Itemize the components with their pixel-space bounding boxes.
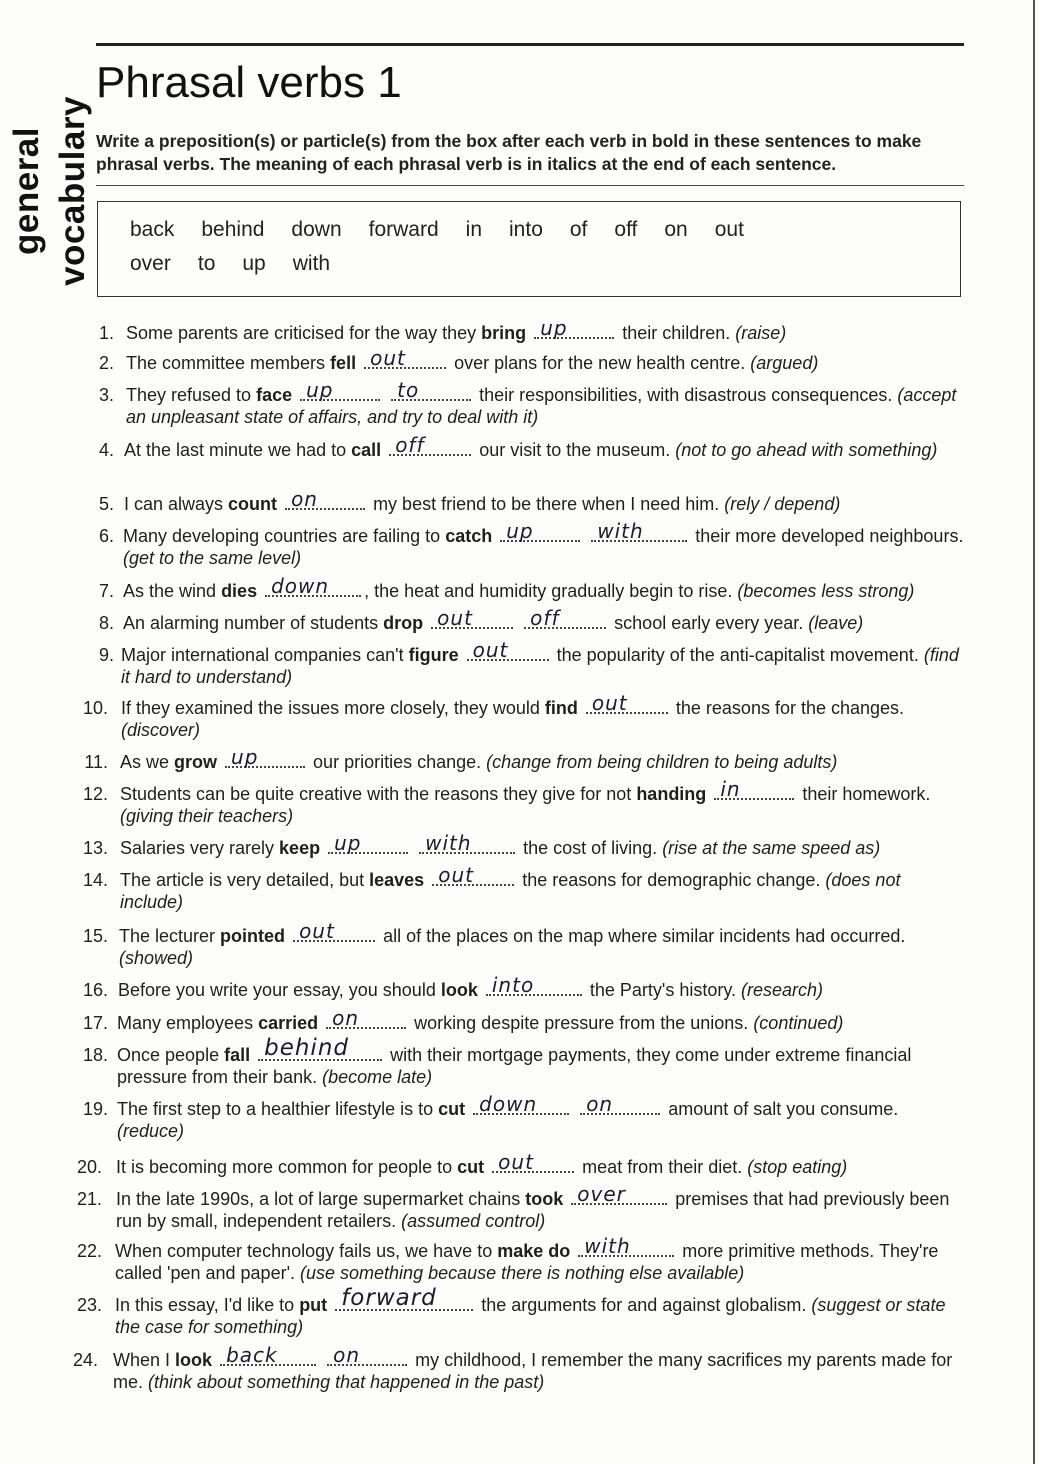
item-number: 15.	[82, 926, 108, 946]
answer-blank[interactable]	[391, 378, 471, 402]
handwritten-answer: up	[231, 745, 259, 769]
verb-meaning: (get to the same level)	[123, 548, 302, 568]
handwritten-answer: on	[291, 487, 318, 511]
item-sentence: As the wind dies down , the heat and humidity gradually begin to rise. (becomes less strong)	[123, 574, 915, 601]
item-sentence: In this essay, I'd like to put forward the arguments for and against globalism. (suggest or state the case for something)	[115, 1285, 946, 1337]
item-number: 9.	[98, 645, 114, 665]
item-number: 24.	[72, 1350, 98, 1370]
verb-meaning: (use something because there is nothing else available)	[300, 1263, 745, 1283]
item-sentence: When computer technology fails us, we have to make do with more primitive methods. They're called 'pen and paper'. (use something because there is nothing else available)	[115, 1234, 939, 1283]
verb-meaning: (assumed control)	[401, 1211, 546, 1231]
item-number: 12.	[82, 784, 108, 804]
word-box-item: down	[291, 218, 342, 241]
phrasal-verb: make do	[497, 1241, 571, 1261]
handwritten-answer: on	[333, 1343, 360, 1367]
handwritten-answer: off	[530, 606, 560, 630]
phrasal-verb: carried	[258, 1013, 319, 1033]
verb-meaning: (find it hard to understand)	[121, 645, 959, 687]
answer-blank[interactable]	[419, 831, 515, 855]
word-box-item: over	[130, 252, 171, 275]
item-sentence: In the late 1990s, a lot of large supermarket chains took over premises that had previously been run by small, independent retailers. (assumed control)	[116, 1182, 950, 1231]
verb-meaning: (suggest or state the case for something)	[115, 1295, 946, 1337]
item-number: 23.	[76, 1295, 102, 1315]
verb-meaning: (stop eating)	[747, 1157, 848, 1177]
verb-meaning: (becomes less strong)	[737, 581, 915, 601]
phrasal-verb: count	[228, 494, 278, 514]
handwritten-answer: with	[584, 1234, 631, 1258]
phrasal-verb: keep	[279, 838, 321, 858]
verb-meaning: (raise)	[735, 323, 787, 343]
answer-blank[interactable]	[328, 831, 408, 855]
verb-meaning: (argued)	[750, 353, 819, 373]
verb-meaning: (rise at the same speed as)	[662, 838, 881, 858]
item-sentence: As we grow up our priorities change. (change from being children to being adults)	[120, 745, 838, 772]
handwritten-answer: to	[397, 378, 420, 402]
answer-blank[interactable]	[432, 863, 514, 887]
answer-blank[interactable]	[571, 1182, 667, 1206]
phrasal-verb: find	[544, 698, 578, 718]
handwritten-answer: in	[720, 777, 741, 801]
handwritten-answer: back	[226, 1343, 278, 1367]
item-number: 3.	[98, 385, 114, 405]
phrasal-verb: leaves	[369, 870, 425, 890]
item-number: 19.	[82, 1099, 108, 1119]
item-number: 6.	[98, 526, 114, 546]
verb-meaning: (rely / depend)	[724, 494, 841, 514]
item-number: 16.	[82, 980, 108, 1000]
word-box-item: out	[714, 218, 744, 241]
handwritten-answer: up	[540, 316, 568, 340]
verb-meaning: (research)	[741, 980, 824, 1000]
phrasal-verb: dies	[221, 581, 258, 601]
item-sentence: Major international companies can't figure out the popularity of the anti-capitalist movement. (find it hard to understand)	[121, 638, 959, 687]
handwritten-answer: up	[506, 519, 534, 543]
word-box-item: up	[242, 252, 266, 275]
verb-meaning: (giving their teachers)	[120, 806, 294, 826]
answer-blank[interactable]	[220, 1343, 316, 1367]
phrasal-verb: look	[440, 980, 478, 1000]
word-box-item: on	[664, 218, 688, 241]
handwritten-answer: out	[370, 346, 406, 370]
item-sentence: It is becoming more common for people to cut out meat from their diet. (stop eating)	[116, 1150, 848, 1177]
item-number: 8.	[98, 613, 114, 633]
item-number: 18.	[82, 1045, 108, 1065]
phrasal-verb: grow	[174, 752, 218, 772]
word-box-item: off	[614, 218, 638, 241]
item-sentence: If they examined the issues more closely, they would find out the reasons for the changes. (discover)	[121, 691, 905, 740]
handwritten-answer: up	[306, 378, 334, 402]
verb-meaning: (think about something that happened in the past)	[148, 1372, 545, 1392]
handwritten-answer: forward	[341, 1285, 437, 1311]
answer-blank[interactable]	[714, 777, 794, 801]
handwritten-answer: down	[271, 574, 330, 598]
phrasal-verb: face	[256, 385, 293, 405]
handwritten-answer: out	[498, 1150, 534, 1174]
handwritten-answer: with	[425, 831, 472, 855]
item-sentence: The article is very detailed, but leaves out the reasons for demographic change. (does not include)	[120, 863, 901, 912]
item-sentence: Once people fall behind with their mortgage payments, they come under extreme financial pressure from their bank. (become late)	[117, 1035, 912, 1087]
item-sentence: Students can be quite creative with the reasons they give for not handing in their homework. (giving their teachers)	[120, 777, 931, 826]
item-number: 10.	[82, 698, 108, 718]
answer-blank[interactable]	[364, 346, 446, 370]
handwritten-answer: down	[479, 1092, 538, 1116]
word-box-item: to	[197, 252, 216, 275]
handwritten-answer: out	[591, 691, 628, 715]
word-box-item: behind	[201, 218, 265, 241]
answer-blank[interactable]	[591, 519, 687, 543]
item-number: 1.	[98, 323, 114, 343]
verb-meaning: (not to go ahead with something)	[675, 440, 938, 460]
answer-blank[interactable]	[486, 973, 582, 997]
item-number: 11.	[84, 752, 108, 772]
handwritten-answer: with	[597, 519, 644, 543]
answer-blank[interactable]	[467, 638, 549, 662]
answer-blank[interactable]	[300, 378, 380, 402]
item-number: 13.	[82, 838, 108, 858]
side-section-label: general vocabulary	[7, 96, 92, 286]
phrasal-verb: bring	[481, 323, 527, 343]
item-number: 4.	[98, 440, 114, 460]
verb-meaning: (change from being children to being adults)	[486, 752, 838, 772]
item-sentence: The committee members fell out over plans for the new health centre. (argued)	[126, 346, 819, 373]
answer-blank[interactable]	[326, 1006, 406, 1030]
answer-blank[interactable]	[473, 1092, 569, 1116]
item-number: 21.	[76, 1189, 102, 1209]
word-box-item: forward	[368, 218, 439, 241]
phrasal-verb: pointed	[220, 926, 286, 946]
answer-blank[interactable]	[293, 919, 375, 943]
item-sentence: When I look back on my childhood, I remember the many sacrifices my parents made for me. (think about something that happened in the past)	[113, 1343, 953, 1392]
answer-blank[interactable]	[500, 519, 580, 543]
phrasal-verb: put	[299, 1295, 328, 1315]
item-sentence: Some parents are criticised for the way they bring up their children. (raise)	[126, 316, 787, 343]
handwritten-answer: out	[299, 919, 335, 943]
phrasal-verb: handing	[636, 784, 707, 804]
item-sentence: Before you write your essay, you should look into the Party's history. (research)	[118, 973, 824, 1000]
item-number: 17.	[82, 1013, 108, 1033]
item-sentence: Many developing countries are failing to catch up with their more developed neighbours. (get to the same level)	[123, 519, 964, 568]
item-sentence: Salaries very rarely keep up with the cost of living. (rise at the same speed as)	[120, 831, 881, 858]
phrasal-verb: look	[175, 1350, 213, 1370]
item-number: 2.	[98, 353, 114, 373]
phrasal-verb: cut	[457, 1157, 485, 1177]
word-box-item: with	[292, 252, 331, 275]
handwritten-answer: behind	[264, 1035, 350, 1061]
item-number: 22.	[76, 1241, 102, 1261]
item-number: 14.	[82, 870, 108, 890]
answer-blank[interactable]	[389, 433, 471, 457]
word-box-item: in	[465, 218, 483, 241]
phrasal-verb: cut	[438, 1099, 466, 1119]
answer-blank[interactable]	[524, 606, 606, 630]
phrasal-verb: fell	[330, 353, 357, 373]
answer-blank[interactable]	[578, 1234, 674, 1258]
item-number: 5.	[98, 494, 114, 514]
instructions: Write a preposition(s) or particle(s) from the box after each verb in bold in these sentences to make phrasal verbs. The meaning of each phrasal verb is in italics at the end of each sentence.	[96, 131, 922, 174]
answer-blank[interactable]	[492, 1150, 574, 1174]
item-sentence: The first step to a healthier lifestyle is to cut down on amount of salt you consume. (reduce)	[117, 1092, 899, 1141]
item-sentence: At the last minute we had to call off our visit to the museum. (not to go ahead with something)	[124, 433, 938, 460]
handwritten-answer: over	[577, 1182, 626, 1206]
answer-blank[interactable]	[580, 1092, 660, 1116]
handwritten-answer: out	[438, 863, 474, 887]
word-box-item: of	[569, 218, 588, 241]
answer-blank[interactable]	[586, 691, 668, 715]
verb-meaning: (showed)	[119, 948, 194, 968]
verb-meaning: (accept an unpleasant state of affairs, and try to deal with it)	[126, 385, 957, 427]
verb-meaning: (leave)	[808, 613, 864, 633]
item-sentence: The lecturer pointed out all of the places on the map where similar incidents had occurred. (showed)	[119, 919, 906, 968]
handwritten-answer: off	[395, 433, 425, 457]
handwritten-answer: out	[472, 638, 509, 662]
page-title: Phrasal verbs 1	[96, 58, 402, 107]
phrasal-verb: took	[525, 1189, 564, 1209]
handwritten-answer: on	[332, 1006, 360, 1030]
handwritten-answer: on	[586, 1092, 614, 1116]
item-sentence: I can always count on my best friend to be there when I need him. (rely / depend)	[124, 487, 841, 514]
answer-blank[interactable]	[225, 745, 305, 769]
phrasal-verb: call	[351, 440, 382, 460]
verb-meaning: (become late)	[322, 1067, 433, 1087]
answer-blank[interactable]	[265, 574, 361, 598]
answer-blank[interactable]	[258, 1035, 382, 1061]
answer-blank[interactable]	[534, 316, 614, 340]
item-number: 7.	[98, 581, 114, 601]
handwritten-answer: into	[491, 973, 535, 997]
answer-blank[interactable]	[327, 1343, 407, 1367]
word-box-item: back	[130, 218, 175, 241]
word-box-item: into	[509, 218, 543, 241]
phrasal-verb: drop	[383, 613, 424, 633]
phrasal-verb: figure	[408, 645, 459, 665]
item-sentence: An alarming number of students drop out off school early every year. (leave)	[123, 606, 864, 633]
item-sentence: They refused to face up to their responsibilities, with disastrous consequences. (accept an unpleasant state of affairs, and try to deal with it)	[126, 378, 957, 427]
phrasal-verb: catch	[445, 526, 493, 546]
handwritten-answer: up	[334, 831, 362, 855]
item-sentence: Many employees carried on working despite pressure from the unions. (continued)	[117, 1006, 844, 1033]
verb-meaning: (continued)	[753, 1013, 844, 1033]
item-number: 20.	[76, 1157, 102, 1177]
answer-blank[interactable]	[285, 487, 365, 511]
verb-meaning: (reduce)	[117, 1121, 185, 1141]
verb-meaning: (discover)	[121, 720, 201, 740]
phrasal-verb: fall	[224, 1045, 251, 1065]
handwritten-answer: out	[437, 606, 473, 630]
answer-blank[interactable]	[335, 1285, 473, 1311]
verb-meaning: (does not include)	[120, 870, 901, 912]
answer-blank[interactable]	[431, 606, 513, 630]
